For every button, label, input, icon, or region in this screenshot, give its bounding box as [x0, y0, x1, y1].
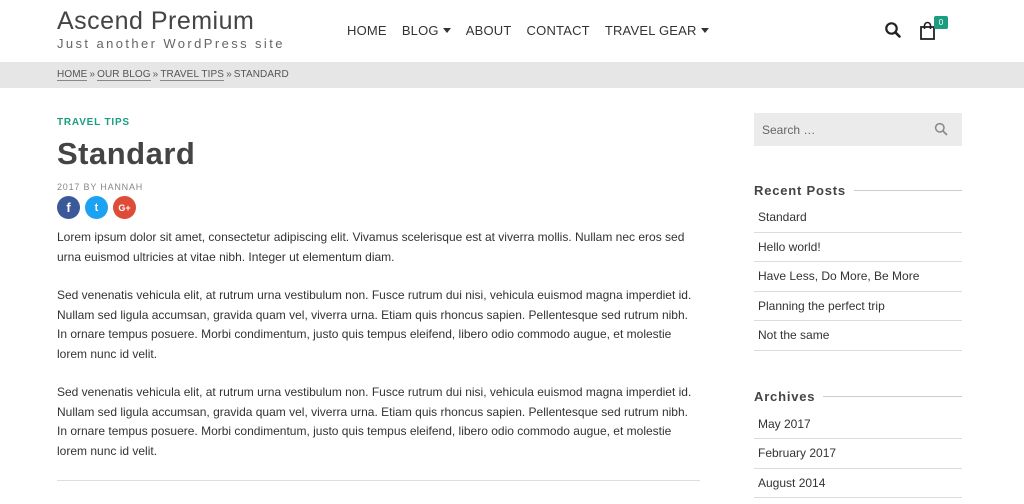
post-category-link[interactable]: TRAVEL TIPS: [57, 117, 130, 128]
sidebar-search-form: [754, 113, 962, 146]
breadcrumb-current: STANDARD: [233, 69, 289, 80]
content-divider: [57, 480, 700, 481]
post-paragraph: Sed venenatis vehicula elit, at rutrum urna vestibulum non. Fusce rutrum dui nisi, vehicula euismod magna imperdiet id. Nullam sed ligula accumsan, gravida quam vel, viverra urna. Etiam quis rhoncus sapien. Pellentesque sed rutrum nibh. In ornare tempus posuere. Morbi condimentum, justo quis tempus eleifend, libero odio commodo augue, et molestie lorem nunc id velit.: [57, 385, 692, 458]
post-paragraph: Sed venenatis vehicula elit, at rutrum urna vestibulum non. Fusce rutrum dui nisi, vehicula euismod magna imperdiet id. Nullam sed ligula accumsan, gravida quam vel, viverra urna. Etiam quis rhoncus sapien. Pellentesque sed rutrum nibh. In ornare tempus posuere. Morbi condimentum, justo quis tempus eleifend, libero odio commodo augue, et molestie lorem nunc id velit.: [57, 288, 692, 361]
recent-post-link[interactable]: Standard: [754, 203, 962, 233]
widget-title: [754, 180, 962, 200]
nav-item-label: HOME: [347, 22, 387, 38]
archives-list: [754, 410, 962, 499]
nav-item-label: TRAVEL GEAR: [604, 22, 697, 38]
archive-link[interactable]: February 2017: [754, 439, 962, 469]
archive-link[interactable]: August 2014: [754, 469, 962, 499]
nav-item-contact[interactable]: [527, 20, 590, 40]
recent-post-link[interactable]: Hello world!: [754, 233, 962, 263]
sidebar: [754, 113, 962, 498]
nav-item-blog[interactable]: [402, 20, 451, 40]
search-icon[interactable]: [884, 21, 902, 39]
google-plus-share-button[interactable]: [113, 196, 136, 219]
recent-post-link[interactable]: Have Less, Do More, Be More: [754, 262, 962, 292]
breadcrumb-home[interactable]: HOME: [57, 69, 88, 80]
widget-title: [754, 387, 962, 407]
facebook-share-button[interactable]: [57, 196, 80, 219]
nav-item-about[interactable]: [466, 20, 512, 40]
site-tagline: Just another WordPress site: [57, 36, 285, 51]
search-input[interactable]: [754, 113, 924, 146]
site-branding[interactable]: [57, 6, 285, 52]
post-paragraph: Lorem ipsum dolor sit amet, consectetur adipiscing elit. Vivamus scelerisque est at viverra mollis. Nullam nec eros sed urna euismod ultricies at vitae nibh. Integer ut elementum diam.: [57, 230, 685, 264]
facebook-icon: f: [66, 200, 71, 215]
breadcrumb: [57, 69, 289, 80]
post-article: [57, 112, 700, 461]
recent-posts-widget: [754, 180, 962, 351]
nav-item-label: BLOG: [401, 22, 439, 38]
title-rule: [854, 190, 962, 191]
recent-post-link[interactable]: Not the same: [754, 321, 962, 351]
breadcrumb-separator: »: [152, 69, 159, 80]
main-navigation: [347, 20, 724, 40]
breadcrumb-travel-tips[interactable]: TRAVEL TIPS: [160, 69, 225, 80]
nav-item-home[interactable]: [347, 20, 387, 40]
share-buttons: [57, 196, 700, 222]
recent-post-link[interactable]: Planning the perfect trip: [754, 292, 962, 322]
post-meta: 2017 BY HANNAH: [57, 182, 144, 192]
google-plus-icon: G+: [118, 202, 131, 213]
site-header: [0, 0, 1024, 62]
nav-item-label: CONTACT: [526, 22, 590, 38]
search-icon[interactable]: [934, 122, 948, 136]
post-title: Standard: [57, 136, 196, 171]
archive-link[interactable]: May 2017: [754, 410, 962, 440]
chevron-down-icon: [443, 28, 451, 33]
site-title[interactable]: Ascend Premium: [57, 7, 255, 35]
twitter-icon: t: [94, 201, 99, 214]
breadcrumb-our-blog[interactable]: OUR BLOG: [97, 69, 151, 80]
recent-posts-list: [754, 203, 962, 351]
nav-item-label: ABOUT: [465, 22, 512, 38]
chevron-down-icon: [701, 28, 709, 33]
recent-posts-title: Recent Posts: [754, 182, 846, 198]
twitter-share-button[interactable]: [85, 196, 108, 219]
breadcrumb-separator: »: [89, 69, 96, 80]
breadcrumb-separator: »: [226, 69, 232, 80]
nav-item-travel-gear[interactable]: [605, 20, 709, 40]
cart-button[interactable]: [919, 19, 949, 41]
archives-widget: [754, 387, 962, 499]
cart-count-badge: 0: [934, 16, 948, 29]
breadcrumb-bar: [0, 62, 1024, 88]
archives-title: Archives: [754, 389, 816, 404]
title-rule: [823, 396, 962, 397]
